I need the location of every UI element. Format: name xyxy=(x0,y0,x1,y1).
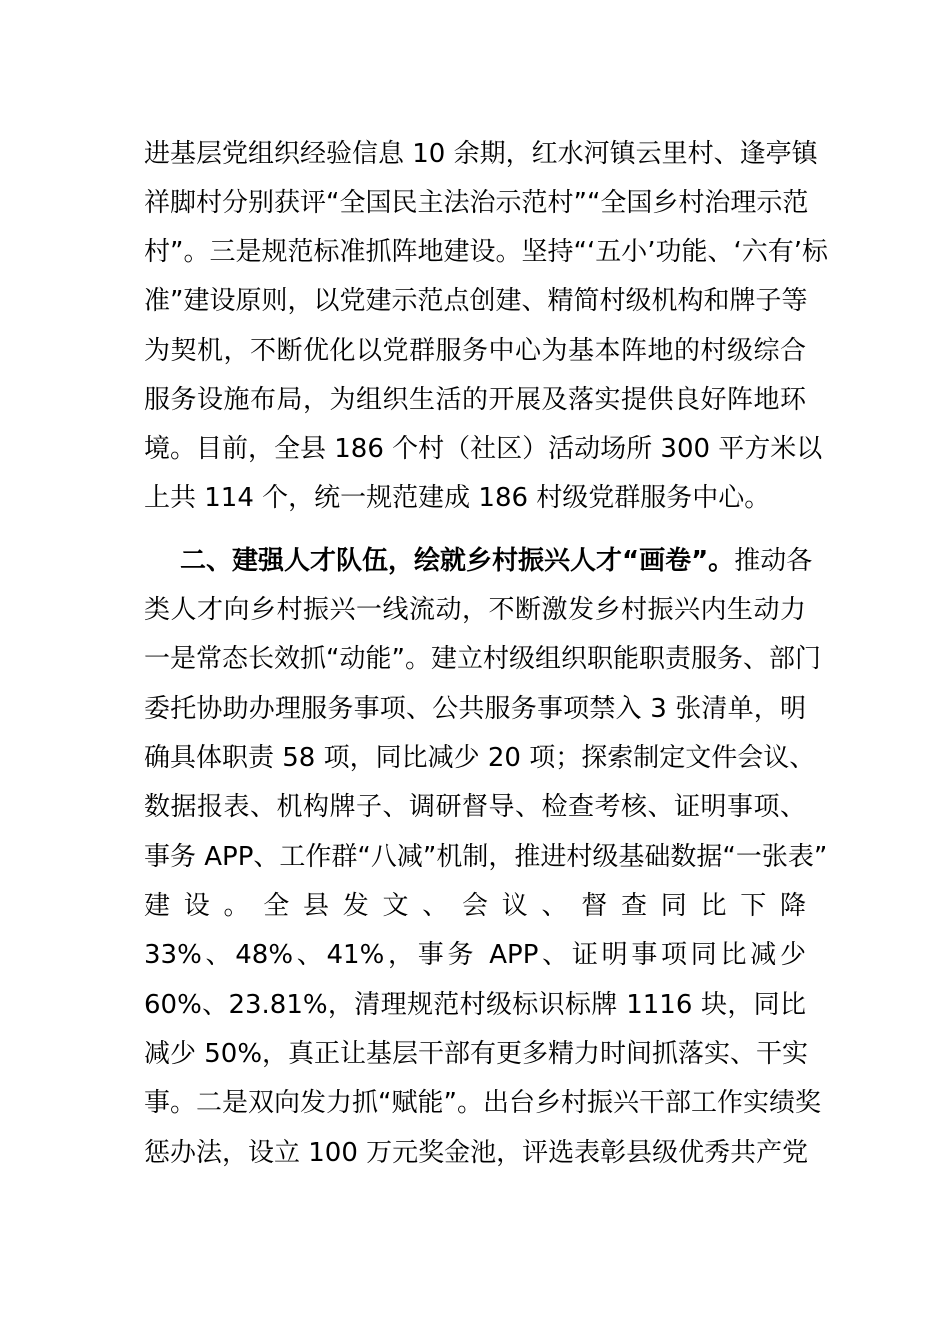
paragraph2-line-9: 33%、48%、41%，事务 APP、证明事项同比减少 xyxy=(144,940,806,970)
paragraph2-line-12: 事。二是双向发力抓“赋能”。出台乡村振兴干部工作实绩奖 xyxy=(144,1088,821,1118)
paragraph1-line-6: 服务设施布局，为组织生活的开展及落实提供良好阵地环 xyxy=(144,385,806,415)
section-heading-continuation: 推动各 xyxy=(734,546,813,576)
paragraph2-line-5: 确具体职责 58 项，同比减少 20 项；探索制定文件会议、 xyxy=(144,743,816,773)
section-heading: 二、建强人才队伍，绘就乡村振兴人才“画卷”。 xyxy=(180,546,735,576)
paragraph2-line-10: 60%、23.81%，清理规范村级标识标牌 1116 块，同比 xyxy=(144,990,806,1020)
paragraph2-line-13: 惩办法，设立 100 万元奖金池，评选表彰县级优秀共产党 xyxy=(144,1138,809,1168)
paragraph2-line-11: 减少 50%，真正让基层干部有更多精力时间抓落实、干实 xyxy=(144,1039,809,1069)
paragraph1-line-3: 村”。三是规范标准抓阵地建设。坚持“‘五小’功能、‘六有’标 xyxy=(144,237,828,267)
paragraph1-line-5: 为契机，不断优化以党群服务中心为基本阵地的村级综合 xyxy=(144,336,806,366)
paragraph2-line-2: 类人才向乡村振兴一线流动，不断激发乡村振兴内生动力 xyxy=(144,595,806,625)
paragraph1-line-2: 祥脚村分别获评“全国民主法治示范村”“全国乡村治理示范 xyxy=(144,188,809,218)
paragraph1-line-1: 进基层党组织经验信息 10 余期，红水河镇云里村、逢亭镇 xyxy=(144,139,818,169)
paragraph2-first-line xyxy=(180,536,813,586)
paragraph1-line-8: 上共 114 个，统一规范建成 186 村级党群服务中心。 xyxy=(144,483,771,513)
paragraph1-line-4: 准”建设原则，以党建示范点创建、精简村级机构和牌子等 xyxy=(144,286,808,316)
paragraph2-line-8: 建设。全县发文、会议、督查同比下降 xyxy=(144,891,806,921)
paragraph2-line-7: 事务 APP、工作群“八减”机制，推进村级基础数据“一张表” xyxy=(144,842,828,872)
paragraph1-line-7: 境。目前，全县 186 个村（社区）活动场所 300 平方米以 xyxy=(144,434,823,464)
paragraph2-line-3: 一是常态长效抓“动能”。建立村级组织职能职责服务、部门 xyxy=(144,644,821,674)
paragraph2-line-6: 数据报表、机构牌子、调研督导、检查考核、证明事项、 xyxy=(144,792,806,822)
paragraph2-line-4: 委托协助办理服务事项、公共服务事项禁入 3 张清单，明 xyxy=(144,694,806,724)
